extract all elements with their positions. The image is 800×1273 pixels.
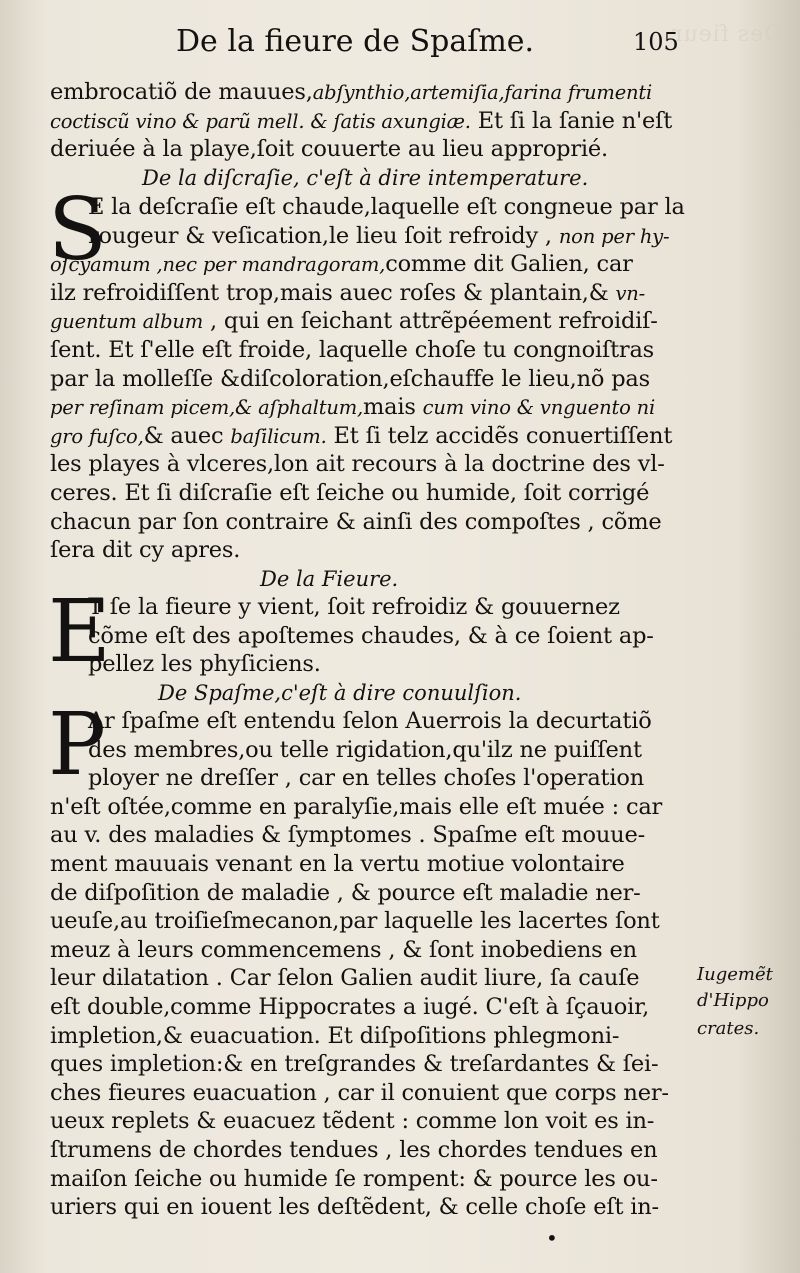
text-line xyxy=(50,536,240,564)
text-line xyxy=(88,707,652,735)
drop-cap-p: P xyxy=(48,695,106,795)
drop-cap-s: S xyxy=(48,180,107,280)
text-line xyxy=(50,1107,654,1135)
latin-italic-text: coctiscũ vino & parũ mell. & ſatis axungiæ. xyxy=(50,109,471,133)
text-run: des membres,ou telle rigidation,qu'ilz ne puiſſent xyxy=(88,736,642,763)
text-line xyxy=(50,393,655,422)
heading-fieure: De la Fieure. xyxy=(260,567,399,591)
text-line xyxy=(88,650,321,678)
text-line xyxy=(50,1165,658,1193)
text-run: par la molleſſe &diſcoloration,eſchauffe le lieu,nõ pas xyxy=(50,365,650,392)
text-run: pellez les phyſiciens. xyxy=(88,651,321,678)
text-run: ceres. Et ſi diſcraſie eſt ſeiche ou humide, ſoit corrigé xyxy=(50,480,650,506)
text-line xyxy=(88,736,642,764)
text-run: mais xyxy=(363,394,423,421)
text-run: Et ſi telz accidẽs conuertiſſent xyxy=(326,422,673,449)
text-line xyxy=(50,479,649,507)
drop-cap-e: E xyxy=(48,582,111,682)
text-run: chacun par ſon contraire & ainſi des compoſtes , cõme xyxy=(50,508,662,535)
heading-discrasie: De la diſcraſie, c'eſt à dire intemperature. xyxy=(142,166,589,190)
text-run: au v. des maladies & ſymptomes . Spaſme eſt mouue- xyxy=(50,822,645,849)
text-line xyxy=(50,907,660,935)
signature-mark: • xyxy=(546,1226,558,1250)
text-line xyxy=(50,1136,657,1164)
text-line xyxy=(50,793,662,821)
text-run: rougeur & veſication,le lieu ſoit refroidy , xyxy=(88,222,559,249)
text-line xyxy=(50,107,672,136)
heading-spasme: De Spaſme,c'eſt à dire conuulſion. xyxy=(158,681,522,705)
text-run: Et ſi la ſanie n'eſt xyxy=(470,107,673,134)
latin-italic-text: gro fuſco, xyxy=(50,424,144,448)
text-run: T ſe la fieure y vient, ſoit refroidiz & gouuernez xyxy=(88,594,620,620)
text-run: ches fieures euacuation , car il conuient que corps ner- xyxy=(50,1079,669,1106)
text-line xyxy=(50,993,649,1021)
sidenote-line: d'Hippo xyxy=(697,990,769,1011)
text-run: , qui en ſeichant attrẽpéement refroidiſ- xyxy=(203,308,658,335)
text-run: deriuée à la playe,ſoit couuerte au lieu approprié. xyxy=(50,136,608,163)
latin-italic-text: non per hy- xyxy=(558,224,670,248)
text-line xyxy=(50,821,645,849)
text-line xyxy=(50,964,639,992)
text-line xyxy=(88,593,620,621)
running-title: De la fieure de Spaſme. xyxy=(176,24,535,59)
text-line xyxy=(50,1050,658,1078)
text-run: impletion,& euacuation. Et diſpoſitions phlegmoni- xyxy=(50,1022,620,1049)
bleed-through-text: Des fieur xyxy=(671,22,782,47)
text-line xyxy=(50,1193,659,1221)
text-line xyxy=(50,879,641,907)
text-line xyxy=(50,250,633,279)
latin-italic-text: cum vino & vnguento ni xyxy=(422,396,656,420)
text-line xyxy=(88,193,685,221)
latin-italic-text: vn- xyxy=(615,281,646,305)
text-run: meuz à leurs commencemens , & ſont inobediens en xyxy=(50,936,637,963)
text-run: embrocatiõ de mauues, xyxy=(50,79,313,105)
text-line xyxy=(50,508,661,536)
text-run: ment mauuais venant en la vertu motiue volontaire xyxy=(50,851,625,877)
latin-italic-text: baſilicum. xyxy=(230,424,327,448)
text-line xyxy=(50,850,625,878)
text-line xyxy=(88,222,669,251)
sidenote-line: Iugemẽt xyxy=(697,964,773,985)
text-run: Ar ſpaſme eſt entendu ſelon Auerrois la decurtatiõ xyxy=(88,708,652,734)
text-run: eſt double,comme Hippocrates a iugé. C'eſt à ſçauoir, xyxy=(50,994,650,1020)
text-run: ueuſe,au troiſieſmecanon,par laquelle les lacertes ſont xyxy=(50,908,660,935)
latin-italic-text: abſynthio,artemiſia,farina frumenti xyxy=(312,81,653,104)
latin-italic-text: per reſinam picem,& aſphaltum, xyxy=(50,396,363,420)
text-line xyxy=(50,936,637,964)
text-line xyxy=(88,764,644,792)
text-line xyxy=(50,365,650,393)
text-line xyxy=(50,336,654,364)
text-run: ilz refroidiſſent trop,mais auec roſes & plantain,& xyxy=(50,279,616,306)
text-line xyxy=(50,279,645,308)
text-run: de diſpoſition de maladie , & pource eſt maladie ner- xyxy=(50,879,641,906)
text-line xyxy=(88,622,654,650)
text-run: ployer ne dreſſer , car en telles choſes l'operation xyxy=(88,765,645,792)
text-run: leur dilatation . Car ſelon Galien audit liure, ſa cauſe xyxy=(50,965,640,992)
text-run: & auec xyxy=(143,422,231,449)
text-run: ueux replets & euacuez tẽdent : comme lon voit es in- xyxy=(50,1108,655,1135)
text-line xyxy=(50,135,608,163)
latin-italic-text: oſcyamum ,nec per mandragoram, xyxy=(50,253,386,277)
text-line xyxy=(50,1022,619,1050)
text-run: comme dit Galien, car xyxy=(385,251,633,278)
text-run: cõme eſt des apoſtemes chaudes, & à ce ſoient ap- xyxy=(88,622,654,649)
text-run: uriers qui en iouent les deſtẽdent, & celle choſe eſt in- xyxy=(50,1194,659,1221)
latin-italic-text: guentum album xyxy=(50,310,204,334)
running-head xyxy=(0,24,800,64)
text-run: maiſon ſeiche ou humide ſe rompent: & pource les ou- xyxy=(50,1165,658,1192)
page-number: 105 xyxy=(633,28,679,56)
text-line xyxy=(50,307,658,336)
text-run: ſtrumens de chordes tendues , les chordes tendues en xyxy=(50,1137,658,1163)
text-line xyxy=(50,450,665,478)
text-run: E la deſcraſie eſt chaude,laquelle eſt congneue par la xyxy=(88,194,685,220)
text-run: les playes à vlceres,lon ait recours à la doctrine des vl- xyxy=(50,451,665,478)
text-run: ſera dit cy apres. xyxy=(50,537,241,564)
text-line xyxy=(50,78,652,107)
text-run: n'eſt oſtée,comme en paralyſie,mais elle eſt muée : car xyxy=(50,793,663,820)
text-run: ques impletion:& en treſgrandes & treſardantes & ſei- xyxy=(50,1051,659,1078)
text-line xyxy=(50,422,672,451)
text-line xyxy=(50,1079,669,1107)
sidenote-line: crates. xyxy=(697,1018,760,1039)
text-run: ſent. Et ſ'elle eſt froide, laquelle choſe tu congnoiſtras xyxy=(50,337,655,363)
